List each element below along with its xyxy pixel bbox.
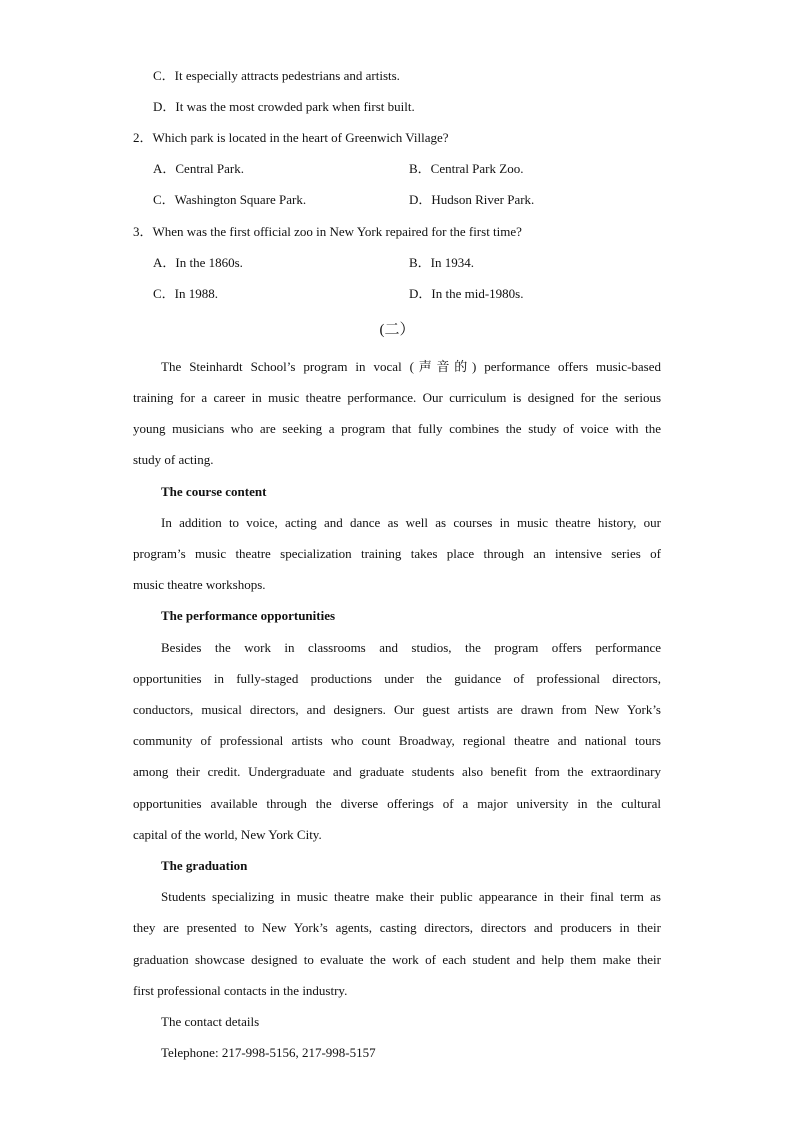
perf-line-4: community of professional artists who count Broadway, regional theatre and national tours bbox=[133, 733, 661, 748]
course-line-3: music theatre workshops. bbox=[133, 577, 266, 592]
grad-line-3: graduation showcase designed to evaluate the work of each student and help them make their bbox=[133, 952, 661, 967]
q2-option-d: D．Hudson River Park. bbox=[409, 192, 535, 207]
q2-option-c: C．Washington Square Park. bbox=[153, 192, 307, 207]
q3-option-a: A．In the 1860s. bbox=[153, 255, 243, 270]
grad-line-1: Students specializing in music theatre make their public appearance in their final term as bbox=[161, 889, 661, 904]
perf-line-5: among their credit. Undergraduate and graduate students also benefit from the extraordinary bbox=[133, 764, 661, 779]
perf-line-2: opportunities in fully-staged productions under the guidance of professional directors, bbox=[133, 671, 661, 686]
q3-option-b: B．In 1934. bbox=[409, 255, 475, 270]
q1-option-c: C．It especially attracts pedestrians and artists. bbox=[153, 68, 400, 83]
grad-line-2: they are presented to New York’s agents, casting directors, directors and producers in their bbox=[133, 920, 661, 935]
perf-line-7: capital of the world, New York City. bbox=[133, 827, 322, 842]
q1-option-d: D．It was the most crowded park when first built. bbox=[153, 99, 415, 114]
q2-option-a: A．Central Park. bbox=[153, 161, 244, 176]
contact-heading: The contact details bbox=[161, 1014, 260, 1029]
grad-heading: The graduation bbox=[161, 858, 248, 873]
course-line-2: program’s music theatre specialization training takes place through an intensive series of bbox=[133, 546, 661, 561]
course-heading: The course content bbox=[161, 484, 267, 499]
perf-line-1: Besides the work in classrooms and studios, the program offers performance bbox=[161, 640, 661, 655]
q3-stem: 3．When was the first official zoo in New York repaired for the first time? bbox=[133, 224, 522, 239]
contact-telephone: Telephone: 217-998-5156, 217-998-5157 bbox=[161, 1045, 376, 1060]
intro-line-4: study of acting. bbox=[133, 452, 214, 467]
intro-line-3: young musicians who are seeking a program that fully combines the study of voice with the bbox=[133, 421, 661, 436]
intro-line-1: The Steinhardt School’s program in vocal (声音的) performance offers music-based bbox=[161, 359, 661, 374]
q2-stem: 2．Which park is located in the heart of Greenwich Village? bbox=[133, 130, 449, 145]
q3-option-d: D．In the mid-1980s. bbox=[409, 286, 524, 301]
perf-line-6: opportunities available through the diverse offerings of a major university in the cultural bbox=[133, 796, 661, 811]
intro-line-2: training for a career in music theatre performance. Our curriculum is designed for the serious bbox=[133, 390, 661, 405]
q2-option-b: B．Central Park Zoo. bbox=[409, 161, 524, 176]
q3-option-c: C．In 1988. bbox=[153, 286, 219, 301]
course-line-1: In addition to voice, acting and dance as well as courses in music theatre history, our bbox=[161, 515, 661, 530]
perf-heading: The performance opportunities bbox=[161, 608, 336, 623]
perf-line-3: conductors, musical directors, and designers. Our guest artists are drawn from New York’s bbox=[133, 702, 661, 717]
grad-line-4: first professional contacts in the industry. bbox=[133, 983, 348, 998]
section-title: (二） bbox=[379, 322, 415, 338]
